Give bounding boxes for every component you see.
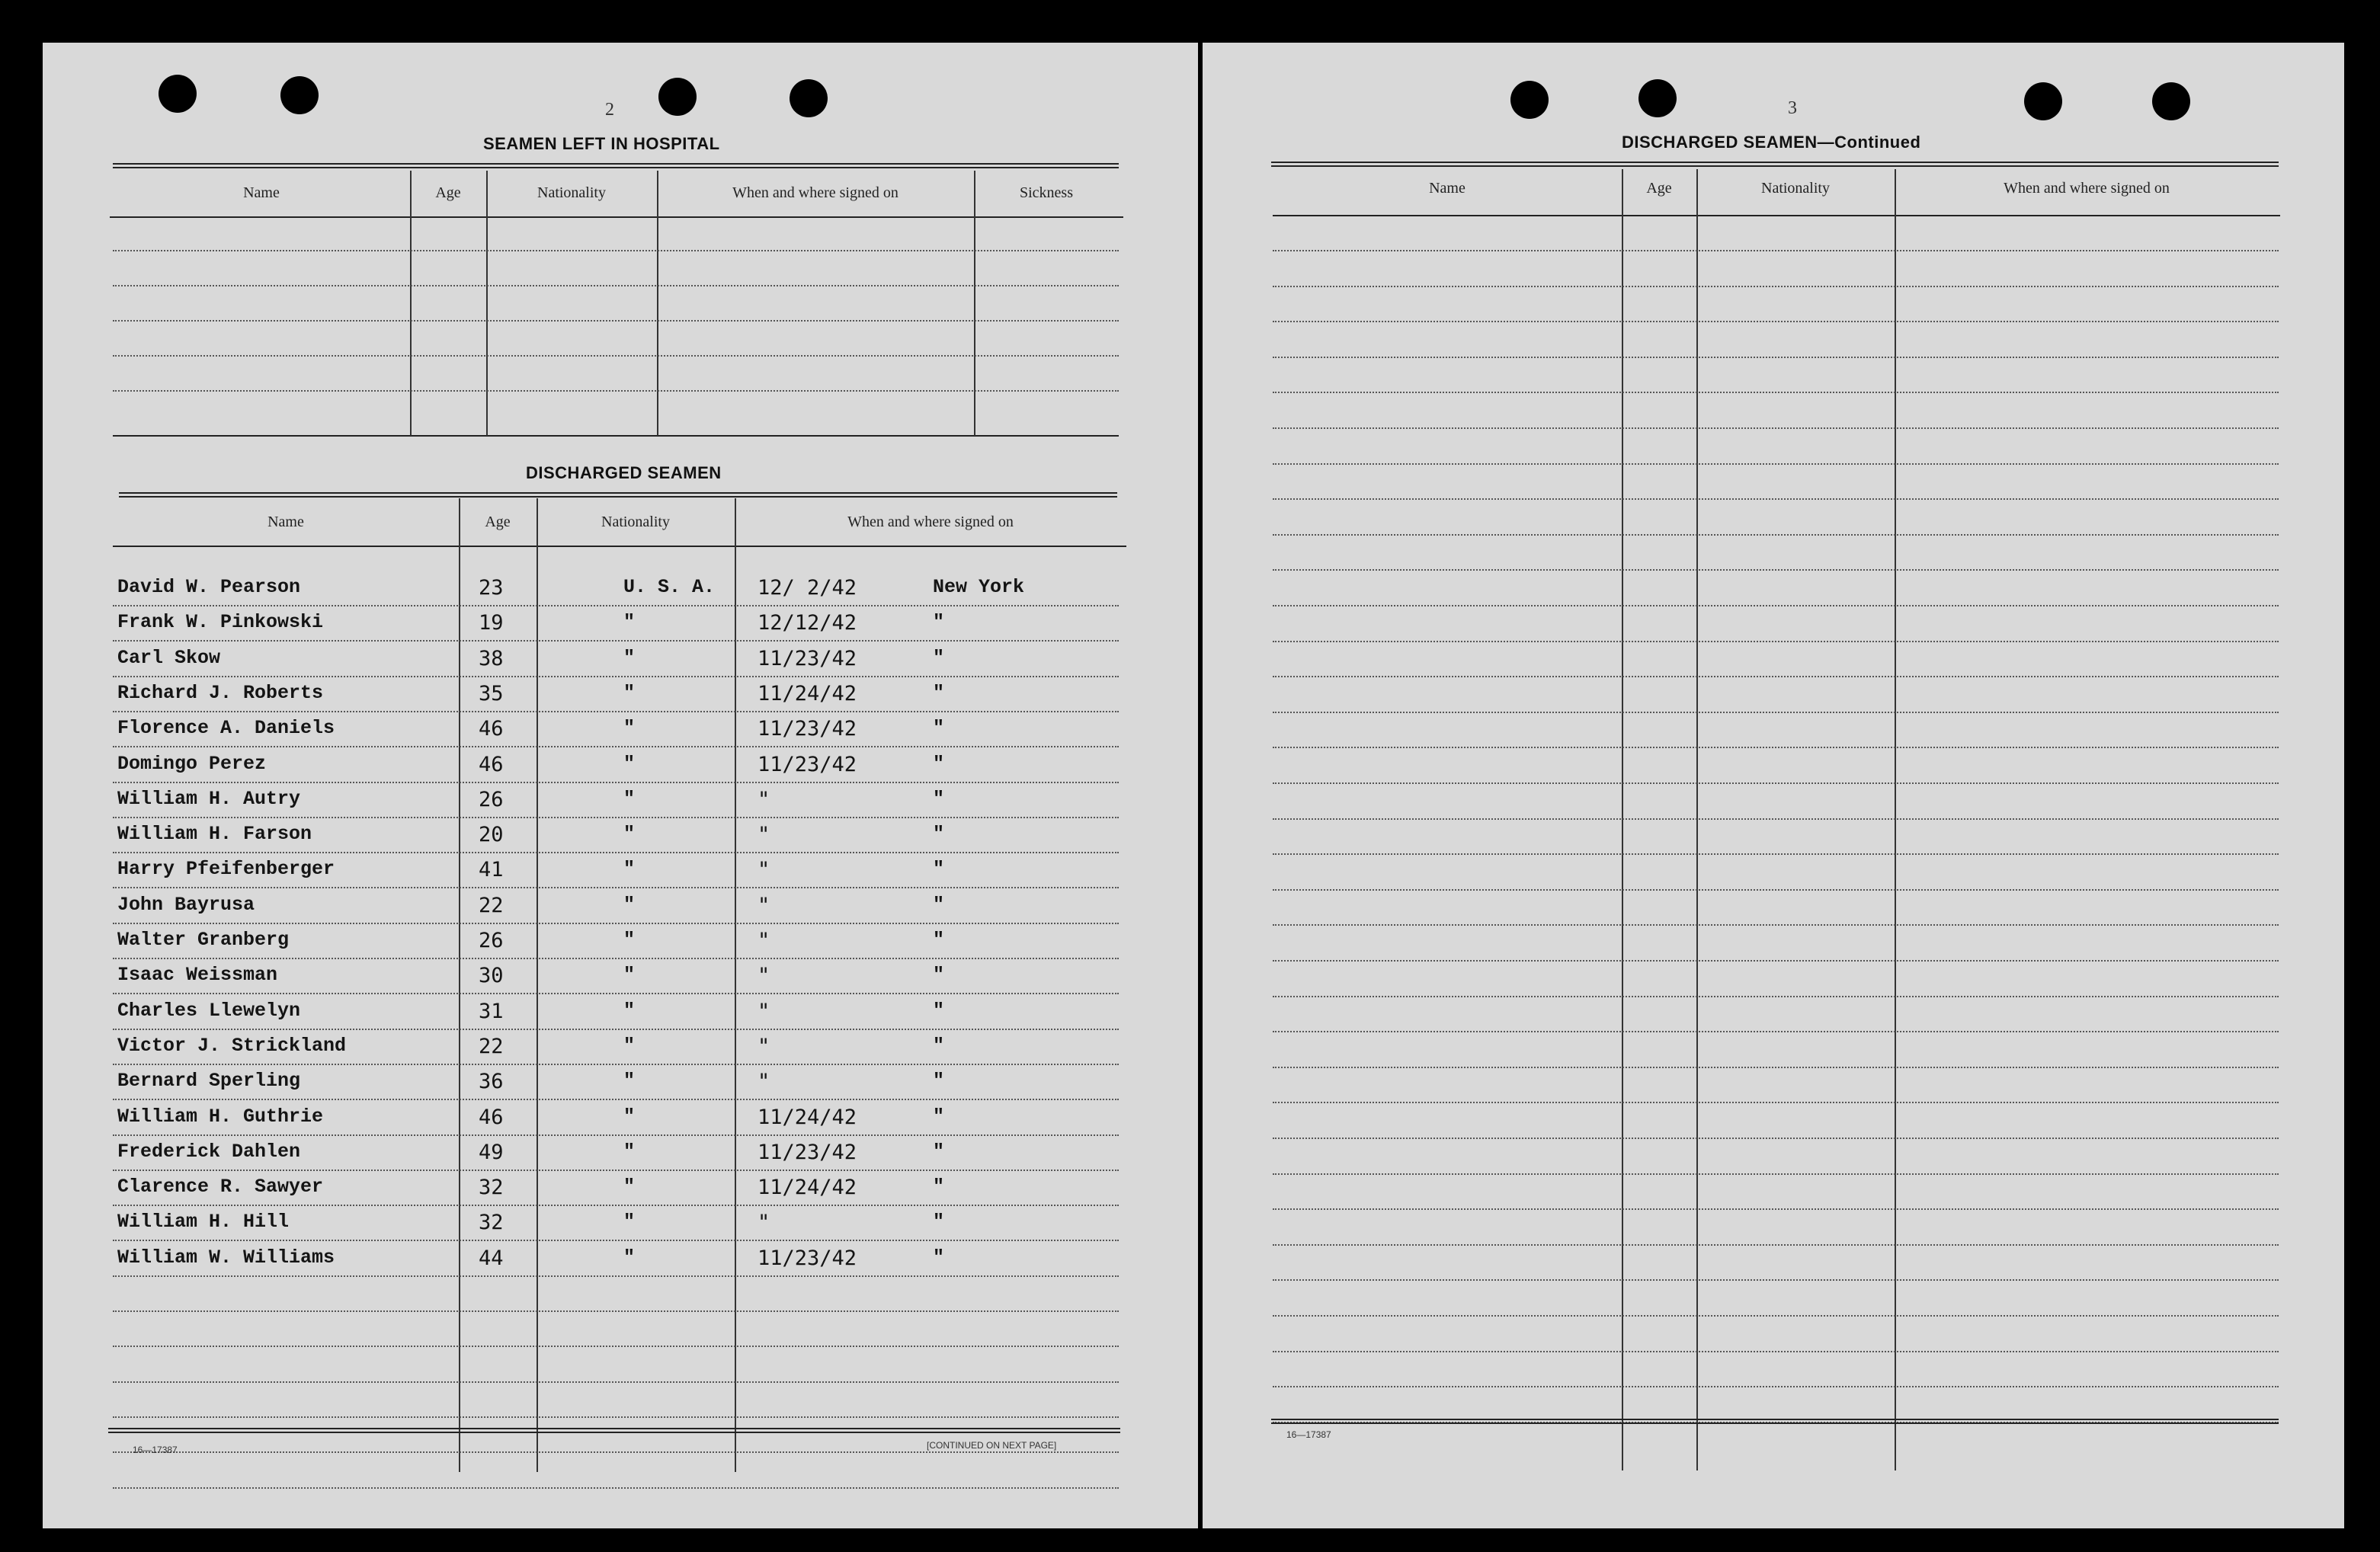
discharged-name-cell: William H. Autry [117, 787, 301, 810]
hospital-bottom-rule [113, 435, 1119, 437]
ruled-line [113, 887, 1119, 888]
discharged-name-cell: Bernard Sperling [117, 1070, 301, 1093]
ruled-line [113, 1205, 1119, 1206]
discharged-date-cell: " [758, 1070, 770, 1094]
ruled-line [113, 958, 1119, 959]
hospital-col-nationality: Nationality [537, 184, 606, 201]
ruled-line [1273, 996, 2279, 997]
ruled-line [113, 923, 1119, 924]
hospital-section-title: SEAMEN LEFT IN HOSPITAL [483, 134, 720, 153]
ruled-line [1273, 250, 2279, 251]
discharged-name-cell: Domingo Perez [117, 752, 267, 775]
discharged-nationality-cell: " [623, 1246, 636, 1269]
ruled-line [1273, 1138, 2279, 1139]
discharged-age-cell: 46 [479, 717, 504, 741]
discharged-date-cell: 11/23/42 [758, 752, 857, 776]
ruled-line [113, 605, 1119, 606]
ruled-line [113, 1134, 1119, 1136]
discharged-date-cell: 11/24/42 [758, 681, 857, 706]
ruled-line [1273, 1351, 2279, 1352]
discharged-nationality-cell: " [623, 1140, 636, 1163]
discharged-name-cell: Frank W. Pinkowski [117, 611, 324, 634]
discharged-date-cell: " [758, 964, 770, 988]
ruled-line [113, 782, 1119, 783]
discharged-nationality-cell: " [623, 1034, 636, 1057]
discharged-age-cell: 31 [479, 999, 504, 1023]
ruled-line [1273, 747, 2279, 748]
hospital-col-name: Name [243, 184, 280, 201]
ruled-line [113, 1381, 1119, 1383]
punch-hole [2152, 82, 2190, 120]
column-divider [1895, 169, 1896, 1470]
hospital-col-signed-on: When and where signed on [732, 184, 899, 201]
ruled-line [113, 1170, 1119, 1171]
ruled-line [113, 1275, 1119, 1277]
column-divider [974, 171, 975, 436]
ruled-line [1273, 1208, 2279, 1210]
left-page [43, 43, 1198, 1528]
discharged-nationality-cell: " [623, 999, 636, 1022]
right-section-title: DISCHARGED SEAMEN—Continued [1622, 133, 1921, 152]
ruled-line [113, 355, 1119, 357]
punch-hole [280, 76, 319, 114]
ruled-line [1273, 569, 2279, 571]
discharged-place-cell: " [933, 752, 945, 775]
hospital-top-rule [113, 163, 1119, 168]
discharged-age-cell: 41 [479, 858, 504, 882]
right-col-nationality: Nationality [1761, 180, 1830, 197]
ruled-line [113, 1487, 1119, 1489]
discharged-date-cell: " [758, 858, 770, 882]
discharged-nationality-cell: " [623, 1070, 636, 1093]
discharged-name-cell: William H. Guthrie [117, 1105, 324, 1128]
hospital-col-age: Age [435, 184, 461, 201]
ruled-line [113, 1064, 1119, 1065]
punch-hole [658, 78, 697, 116]
discharged-age-cell: 44 [479, 1246, 504, 1270]
ruled-line [113, 390, 1119, 392]
discharged-place-cell: " [933, 787, 945, 810]
discharged-place-cell: " [933, 1246, 945, 1269]
discharged-age-cell: 19 [479, 611, 504, 635]
discharged-name-cell: Walter Granberg [117, 929, 290, 951]
discharged-nationality-cell: " [623, 1105, 636, 1128]
discharged-name-cell: Carl Skow [117, 646, 221, 669]
discharged-place-cell: " [933, 1140, 945, 1163]
hospital-header-rule [110, 216, 1123, 218]
ruled-line [1273, 357, 2279, 358]
form-number: 16—17387 [1286, 1429, 1331, 1440]
column-divider [1696, 169, 1698, 1470]
discharged-age-cell: 32 [479, 1211, 504, 1235]
discharged-age-cell: 23 [479, 576, 504, 600]
discharged-place-cell: " [933, 929, 945, 951]
discharged-age-cell: 35 [479, 681, 504, 706]
page-number: 2 [605, 100, 614, 120]
discharged-date-cell: " [758, 1034, 770, 1058]
ruled-line [113, 746, 1119, 747]
discharged-nationality-cell: " [623, 752, 636, 775]
discharged-age-cell: 46 [479, 1105, 504, 1129]
column-divider [486, 171, 488, 436]
discharged-name-cell: Florence A. Daniels [117, 717, 335, 740]
discharged-date-cell: " [758, 1211, 770, 1235]
discharged-col-age: Age [485, 514, 511, 530]
ruled-line [1273, 286, 2279, 287]
discharged-date-cell: " [758, 893, 770, 917]
discharged-name-cell: Frederick Dahlen [117, 1140, 301, 1163]
page-number: 3 [1788, 98, 1797, 118]
hospital-col-sickness: Sickness [1020, 184, 1073, 201]
ruled-line [1273, 321, 2279, 322]
ruled-line [1273, 889, 2279, 891]
discharged-age-cell: 32 [479, 1176, 504, 1200]
ruled-line [1273, 712, 2279, 713]
punch-hole [790, 79, 828, 117]
ruled-line [1273, 1173, 2279, 1175]
ruled-line [113, 817, 1119, 818]
punch-hole [159, 75, 197, 113]
right-header-rule [1273, 215, 2280, 216]
discharged-name-cell: Clarence R. Sawyer [117, 1176, 324, 1198]
ruled-line [1273, 605, 2279, 606]
discharged-date-cell: 11/24/42 [758, 1176, 857, 1200]
discharged-nationality-cell: " [623, 787, 636, 810]
right-bottom-rule [1271, 1419, 2279, 1424]
ruled-line [113, 852, 1119, 853]
discharged-nationality-cell: " [623, 646, 636, 669]
discharged-date-cell: 11/23/42 [758, 1246, 857, 1270]
ruled-line [1273, 1386, 2279, 1387]
discharged-nationality-cell: " [623, 717, 636, 740]
discharged-place-cell: " [933, 1211, 945, 1234]
ruled-line [113, 250, 1119, 251]
discharged-age-cell: 22 [479, 1034, 504, 1058]
discharged-name-cell: Isaac Weissman [117, 964, 278, 987]
column-divider [537, 498, 538, 1472]
discharged-place-cell: New York [933, 576, 1025, 598]
ruled-line [1273, 1102, 2279, 1103]
discharged-nationality-cell: U. S. A. [623, 576, 716, 598]
discharged-place-cell: " [933, 858, 945, 881]
discharged-place-cell: " [933, 1070, 945, 1093]
discharged-place-cell: " [933, 1176, 945, 1198]
discharged-name-cell: Harry Pfeifenberger [117, 858, 335, 881]
punch-hole [2024, 82, 2062, 120]
discharged-place-cell: " [933, 681, 945, 704]
ruled-line [1273, 853, 2279, 855]
discharged-date-cell: 11/23/42 [758, 1140, 857, 1164]
discharged-place-cell: " [933, 893, 945, 916]
discharged-place-cell: " [933, 1034, 945, 1057]
discharged-nationality-cell: " [623, 1176, 636, 1198]
ruled-line [1273, 392, 2279, 393]
discharged-bottom-rule [108, 1428, 1120, 1433]
discharged-age-cell: 30 [479, 964, 504, 988]
column-divider [735, 498, 736, 1472]
discharged-place-cell: " [933, 611, 945, 634]
ruled-line [113, 711, 1119, 712]
ruled-line [113, 993, 1119, 994]
ruled-line [113, 1346, 1119, 1347]
discharged-nationality-cell: " [623, 893, 636, 916]
ruled-line [1273, 1067, 2279, 1068]
ruled-line [113, 1416, 1119, 1418]
column-divider [1622, 169, 1623, 1470]
discharged-name-cell: Victor J. Strickland [117, 1034, 347, 1057]
ruled-line [1273, 463, 2279, 465]
discharged-age-cell: 20 [479, 823, 504, 847]
ruled-line [1273, 1315, 2279, 1317]
discharged-nationality-cell: " [623, 929, 636, 951]
ruled-line [1273, 534, 2279, 536]
ruled-line [1273, 818, 2279, 820]
right-col-age: Age [1646, 180, 1672, 197]
column-divider [459, 498, 460, 1472]
discharged-age-cell: 26 [479, 787, 504, 811]
continued-note: [CONTINUED ON NEXT PAGE] [927, 1440, 1057, 1451]
ruled-line [113, 1029, 1119, 1030]
right-page [1203, 43, 2344, 1528]
discharged-place-cell: " [933, 717, 945, 740]
discharged-name-cell: David W. Pearson [117, 576, 301, 598]
ruled-line [113, 285, 1119, 286]
ruled-line [1273, 1279, 2279, 1281]
discharged-place-cell: " [933, 823, 945, 846]
ruled-line [1273, 498, 2279, 500]
discharged-nationality-cell: " [623, 823, 636, 846]
discharged-age-cell: 26 [479, 929, 504, 952]
column-divider [410, 171, 412, 436]
discharged-name-cell: John Bayrusa [117, 893, 255, 916]
discharged-top-rule [119, 492, 1117, 498]
ruled-line [1273, 960, 2279, 962]
right-top-rule [1271, 162, 2279, 167]
discharged-nationality-cell: " [623, 858, 636, 881]
discharged-place-cell: " [933, 999, 945, 1022]
ruled-line [1273, 924, 2279, 926]
discharged-name-cell: William H. Farson [117, 823, 312, 846]
discharged-age-cell: 36 [479, 1070, 504, 1094]
discharged-date-cell: " [758, 787, 770, 811]
ruled-line [1273, 427, 2279, 429]
discharged-col-signed-on: When and where signed on [847, 514, 1014, 530]
discharged-date-cell: 12/12/42 [758, 611, 857, 635]
discharged-age-cell: 38 [479, 646, 504, 670]
punch-hole [1510, 81, 1549, 119]
discharged-section-title: DISCHARGED SEAMEN [526, 463, 722, 482]
discharged-date-cell: 11/23/42 [758, 717, 857, 741]
ruled-line [1273, 1031, 2279, 1032]
ruled-line [113, 1451, 1119, 1453]
discharged-col-nationality: Nationality [601, 514, 670, 530]
column-divider [657, 171, 658, 436]
discharged-date-cell: 11/24/42 [758, 1105, 857, 1129]
discharged-nationality-cell: " [623, 681, 636, 704]
discharged-date-cell: 12/ 2/42 [758, 576, 857, 600]
discharged-nationality-cell: " [623, 964, 636, 987]
ruled-line [1273, 676, 2279, 677]
ruled-line [113, 320, 1119, 322]
discharged-header-rule [113, 546, 1126, 547]
discharged-age-cell: 46 [479, 752, 504, 776]
punch-hole [1638, 79, 1677, 117]
ruled-line [113, 1310, 1119, 1312]
discharged-name-cell: William H. Hill [117, 1211, 290, 1234]
form-number: 16—17387 [133, 1445, 178, 1455]
discharged-col-name: Name [267, 514, 304, 530]
discharged-age-cell: 22 [479, 893, 504, 917]
discharged-name-cell: Richard J. Roberts [117, 681, 324, 704]
discharged-nationality-cell: " [623, 1211, 636, 1234]
discharged-date-cell: " [758, 999, 770, 1023]
ruled-line [1273, 782, 2279, 784]
ruled-line [1273, 641, 2279, 642]
ruled-line [113, 640, 1119, 642]
discharged-place-cell: " [933, 646, 945, 669]
discharged-date-cell: " [758, 823, 770, 847]
discharged-date-cell: " [758, 929, 770, 952]
right-col-signed-on: When and where signed on [2004, 180, 2170, 197]
discharged-nationality-cell: " [623, 611, 636, 634]
ruled-line [113, 1099, 1119, 1100]
ruled-line [1273, 1244, 2279, 1246]
discharged-place-cell: " [933, 1105, 945, 1128]
right-col-name: Name [1429, 180, 1465, 197]
discharged-date-cell: 11/23/42 [758, 646, 857, 670]
ruled-line [113, 1240, 1119, 1241]
discharged-name-cell: William W. Williams [117, 1246, 335, 1269]
ruled-line [113, 676, 1119, 677]
discharged-place-cell: " [933, 964, 945, 987]
discharged-age-cell: 49 [479, 1140, 504, 1164]
discharged-name-cell: Charles Llewelyn [117, 999, 301, 1022]
